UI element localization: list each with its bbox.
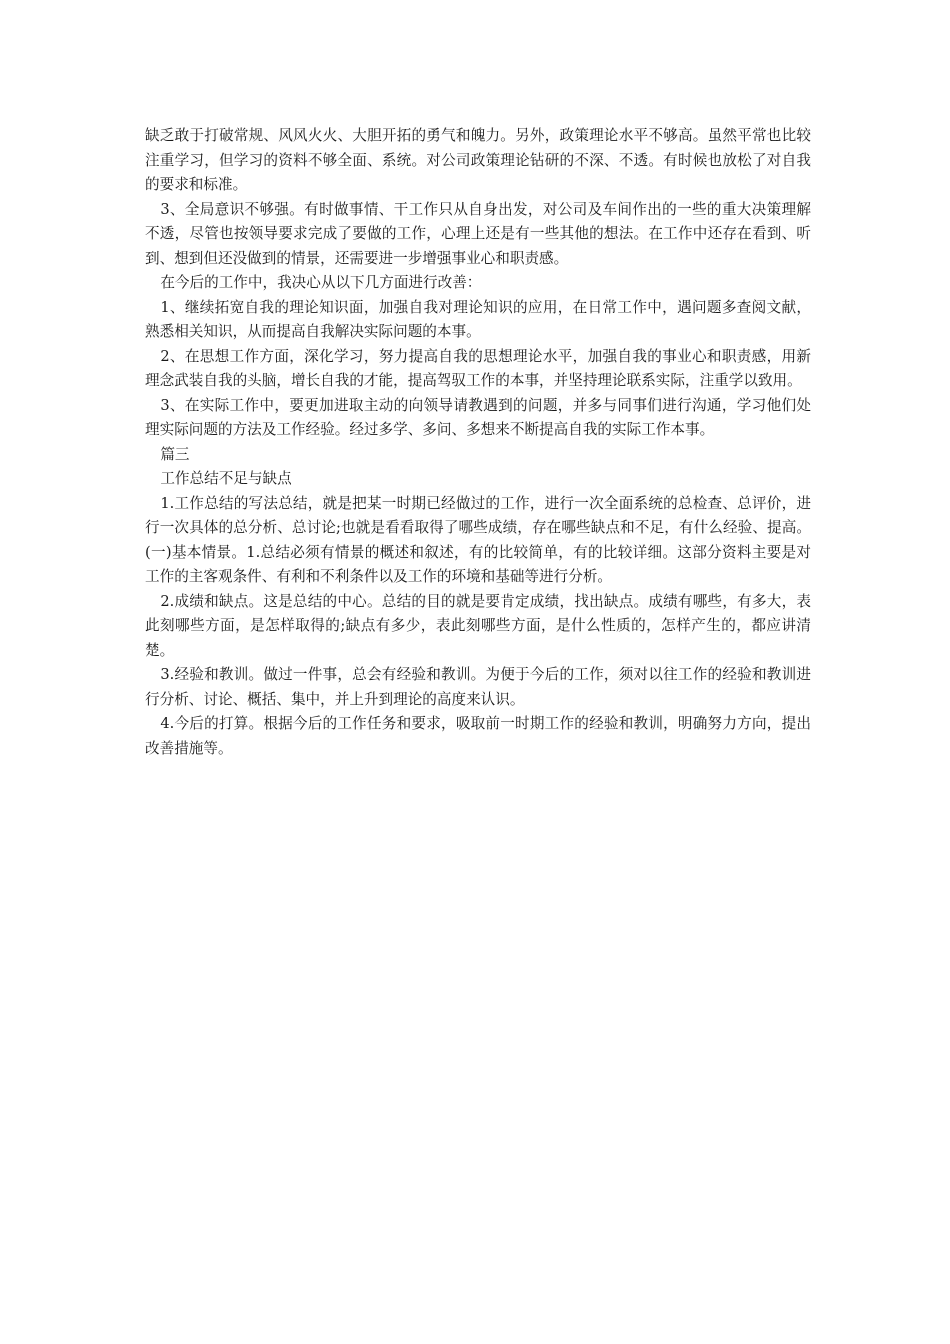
- paragraph-improvement-2: 2、在思想工作方面，深化学习，努力提高自我的思想理论水平，加强自我的事业心和职责感，用新理念武装自我的头脑，增长自我的才能，提高驾驭工作的本事，并坚持理论联系实际，注重学以致用。: [145, 347, 811, 389]
- paragraph-improvement-3: 3、在实际工作中，要更加进取主动的向领导请教遇到的问题，并多与同事们进行沟通，学习他们处理实际问题的方法及工作经验。经过多学、多问、多想来不断提高自我的实际工作本事。: [145, 396, 811, 438]
- section-title: 工作总结不足与缺点: [160, 470, 292, 487]
- document-body: [145, 124, 811, 761]
- paragraph-item-3-global-awareness: 3、全局意识不够强。有时做事情、干工作只从自身出发，对公司及车间作出的一些的重大决策理解不透，尽管也按领导要求完成了要做的工作，心理上还是有一些其他的想法。在工作中还存在看到、听到、想到但还没做到的情景，还需要进一步增强事业心和职责感。: [145, 200, 811, 267]
- section-heading-part-three: 篇三: [160, 445, 190, 463]
- paragraph-achievements-shortcomings: 2.成绩和缺点。这是总结的中心。总结的目的就是要肯定成绩，找出缺点。成绩有哪些，有多大，表此刻哪些方面，是怎样取得的;缺点有多少，表此刻哪些方面，是什么性质的，怎样产生的，都应讲清楚。: [145, 592, 811, 659]
- paragraph-summary-method: 1.工作总结的写法总结，就是把某一时期已经做过的工作，进行一次全面系统的总检查、总评价，进行一次具体的总分析、总讨论;也就是看看取得了哪些成绩，存在哪些缺点和不足，有什么经验、提高。(一)基本情景。1.总结必须有情景的概述和叙述，有的比较简单，有的比较详细。这部分资料主要是对工作的主客观条件、有利和不利条件以及工作的环境和基础等进行分析。: [145, 494, 811, 585]
- paragraph-improvement-1: 1、继续拓宽自我的理论知识面，加强自我对理论知识的应用，在日常工作中，遇问题多查阅文献，熟悉相关知识，从而提高自我解决实际问题的本事。: [145, 298, 811, 340]
- paragraph-improvement-intro: 在今后的工作中，我决心从以下几方面进行改善：: [160, 274, 482, 291]
- paragraph-experience-lessons: 3.经验和教训。做过一件事，总会有经验和教训。为便于今后的工作，须对以往工作的经验和教训进行分析、讨论、概括、集中，并上升到理论的高度来认识。: [145, 666, 811, 708]
- paragraph-future-plans: 4.今后的打算。根据今后的工作任务和要求，吸取前一时期工作的经验和教训，明确努力方向，提出改善措施等。: [145, 715, 811, 757]
- paragraph-continuation: 缺乏敢于打破常规、风风火火、大胆开拓的勇气和魄力。另外，政策理论水平不够高。虽然平常也比较注重学习，但学习的资料不够全面、系统。对公司政策理论钻研的不深、不透。有时候也放松了对自我的要求和标准。: [145, 127, 811, 193]
